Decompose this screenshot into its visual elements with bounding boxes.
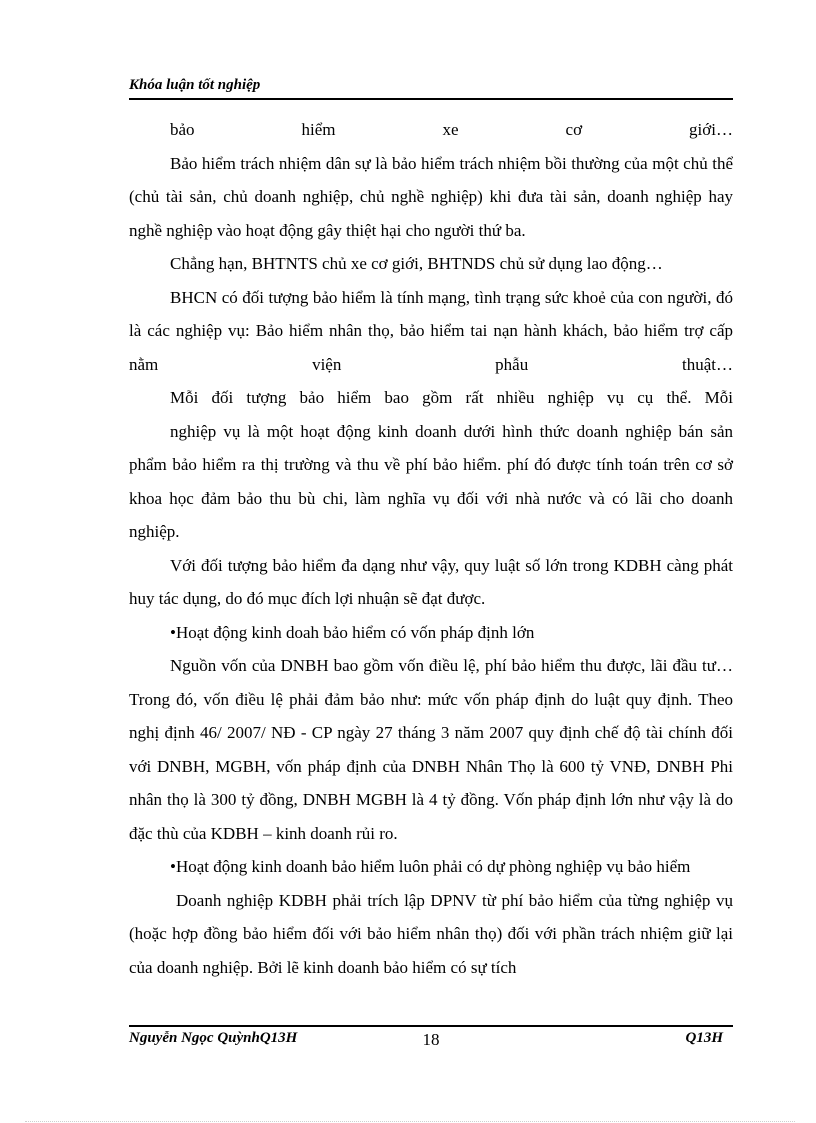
paragraph: Chẳng hạn, BHTNTS chủ xe cơ giới, BHTNDS chủ sử dụng lao động… (170, 254, 663, 273)
bullet-heading-text: Hoạt động kinh doanh bảo hiểm luôn phải có dự phòng nghiệp vụ bảo hiểm (175, 857, 691, 876)
document-title: Khóa luận tốt nghiệp (129, 77, 261, 93)
body-text (129, 113, 733, 984)
bullet-icon: • (170, 857, 176, 876)
paragraph: Với đối tượng bảo hiểm đa dạng như vậy, quy luật số lớn trong KDBH càng phát huy tác dụng, do đó mục đích lợi nhuận sẽ đạt được. (129, 555, 733, 608)
bullet-heading (129, 616, 733, 650)
paragraph: bảo hiểm xe cơ giới… (170, 120, 733, 139)
page-number: 18 (422, 1030, 440, 1049)
paragraph: Mỗi đối tượng bảo hiểm bao gồm rất nhiều nghiệp vụ cụ thể. Mỗi (170, 388, 733, 407)
bullet-heading-text: Hoạt động kinh doah bảo hiểm có vốn pháp định lớn (175, 622, 535, 642)
paragraph: nghiệp vụ là một hoạt động kinh doanh dưới hình thức doanh nghiệp bán sản phẩm bảo hiểm ra thị trường và thu về phí bảo hiểm. phí đó được tính toán trên cơ sở khoa học đảm bảo thu bù chi, làm nghĩa vụ đối với nhà nước và có lãi cho doanh nghiệp. (129, 421, 733, 541)
page-footer (129, 1025, 733, 1051)
paragraph: Nguồn vốn của DNBH bao gồm vốn điều lệ, phí bảo hiểm thu được, lãi đầu tư… Trong đó, vốn điều lệ phải đảm bảo như: mức vốn pháp định do luật quy định. Theo nghị định 46/ 2007/ NĐ - CP ngày 27 tháng 3 năm 2007 quy định chế độ tài chính đối với DNBH, MGBH, vốn pháp định của DNBH Nhân Thọ là 600 tỷ VNĐ, DNBH Phi nhân thọ là 300 tỷ đồng, DNBH MGBH là 4 tỷ đồng. Vốn pháp định lớn như vậy là do đặc thù của KDBH – kinh doanh rủi ro. (129, 656, 733, 843)
page-edge-divider (25, 1121, 795, 1122)
bullet-icon: • (170, 622, 176, 642)
footer-author: Nguyễn Ngọc QuỳnhQ13H (129, 1030, 298, 1046)
bullet-heading (129, 850, 733, 884)
paragraph: Doanh nghiệp KDBH phải trích lập DPNV từ phí bảo hiểm của từng nghiệp vụ (hoặc hợp đồng bảo hiểm đối với bảo hiểm nhân thọ) đối với phần trách nhiệm giữ lại của doanh nghiệp. Bởi lẽ kinh doanh bảo hiểm có sự tích (129, 890, 733, 977)
paragraph: Bảo hiểm trách nhiệm dân sự là bảo hiểm trách nhiệm bồi thường của một chủ thể (chủ tài sản, chủ doanh nghiệp, chủ nghề nghiệp) khi đưa tài sản, doanh nghiệp hay nghề nghiệp vào hoạt động gây thiệt hại cho người thứ ba. (129, 153, 733, 240)
footer-class-code: Q13H (685, 1030, 723, 1046)
paragraph: BHCN có đối tượng bảo hiểm là tính mạng, tình trạng sức khoẻ của con người, đó là các nghiệp vụ: Bảo hiểm nhân thọ, bảo hiểm tai nạn hành khách, bảo hiểm trợ cấp nằm viện phẫu thuật… (129, 287, 733, 374)
page-header (129, 76, 733, 100)
